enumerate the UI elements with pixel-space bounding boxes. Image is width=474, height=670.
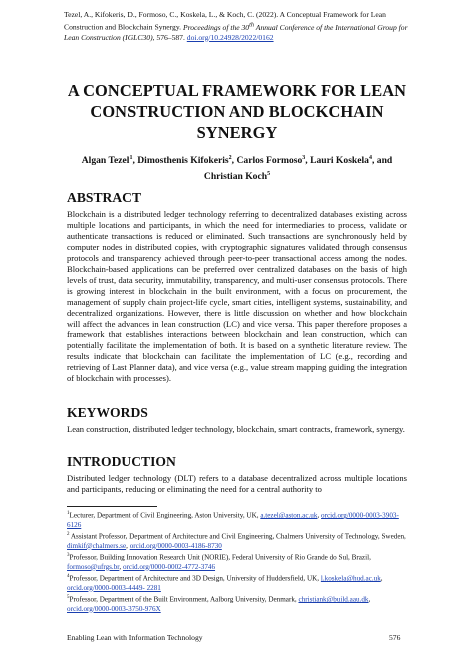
keywords-text: Lean construction, distributed ledger technology, blockchain, smart contracts, framework, synergy. [67,424,405,434]
keywords-heading: KEYWORDS [67,405,148,420]
abstract-text: Blockchain is a distributed ledger technology referring to decentralized databases existing across multiple locations and participants, in which the need for intermediaries to process, validate or authenticate transactions is reduced or eliminated. Such transactions are synchronously held by computer nodes in distributed copies, with cryptographic signatures validated through consensus protocols and transparency achieved through peer-to-peer transactional access among the nodes. Blockchain-based applications can be preferred over centralized databases on the basis of high levels of trust, data security, immutability, transparency, and multi-user consensus protocols. There is growing interest in blockchain in the built environment, with a focus on procurement, the management of supply chain project-life cycle, smart cities, intelligent systems, sustainability, and decentralized organizations. However, there is little discussion on whether and how blockchain will affect the advances in lean construction (LC) and vice versa. This paper therefore proposes a framework that establishes interactions between blockchain and lean construction, which can potentially facilitate the implementation of both. It is based on a synthetic literature review. The results indicate that blockchain can facilitate the implementation of LC (e.g., recording and retrieving of Last Planner data), and vice versa (e.g., value stream mapping guiding the integration of blockchain with processes). [67,209,407,384]
author-name: Lauri Koskela [310,155,369,167]
citation-header [64,10,412,43]
footnote-5: $^5$Professor, Department of the Built Environment, Aalborg University, Denmark, christiank@build.aau.dk, orcid.org/0000-0003-3750-976X [67,594,371,613]
email-link[interactable]: a.tezel@aston.ac.uk [260,511,318,520]
orcid-link[interactable]: orcid.org/0000-0002-4772-3746 [122,562,216,571]
author-list: Algan Tezel$^1$, Dimosthenis Kifokeris$^2$, Carlos Formoso$^3$, Lauri Koskela$^4$, and Christian Koch$^5$ [81,155,393,182]
footer-series-title: Enabling Lean with Information Technology [67,633,203,642]
email-link[interactable]: formoso@ufrgs.br [67,562,120,571]
abstract-heading: ABSTRACT [67,190,142,205]
email-link[interactable]: dimkif@chalmers.se [67,541,127,550]
page-number: 576 [389,633,401,642]
citation-proceedings: Proceedings of the 30th Annual Conference of the International Group for Lean Construction (IGLC30), [64,21,408,42]
footnote-divider [67,506,157,507]
footnotes [67,509,407,614]
email-link[interactable]: l.koskela@hud.ac.uk [320,574,381,583]
orcid-link[interactable]: orcid.org/0000-0003-4449- 2281 [67,583,161,592]
citation-pages: 576–587. [154,32,187,42]
orcid-link[interactable]: orcid.org/0000-0003-3903-6126 [67,511,399,529]
author-name: Algan Tezel [81,155,130,167]
footnote-1: $^1$Lecturer, Department of Civil Engineering, Aston University, UK, a.tezel@aston.ac.uk, orcid.org/0000-0003-3903-6126 [67,511,399,529]
doi-link[interactable]: doi.org/10.24928/2022/0162 [186,32,274,42]
orcid-link[interactable]: orcid.org/0000-0003-4186-8730 [129,541,222,550]
introduction-heading: INTRODUCTION [67,454,176,469]
orcid-link[interactable]: orcid.org/0000-0003-3750-976X [67,604,161,613]
email-link[interactable]: christiank@build.aau.dk [298,595,369,604]
footnote-4: $^4$Professor, Department of Architecture and 3D Design, University of Huddersfield, UK, l.koskela@hud.ac.uk, orcid.org/0000-0003-4449- 2281 [67,573,383,592]
author-name: Dimosthenis Kifokeris [137,155,229,167]
footnote-2: $^2$ Assistant Professor, Department of Architecture and Civil Engineering, Chalmers University of Technology, Sweden, dimkif@chalmers.se, orcid.org/0000-0003-4186-8730 [67,531,406,550]
author-name: Carlos Formoso [236,155,303,167]
author-name: Christian Koch [203,170,268,182]
footnote-3: $^3$Professor, Building Innovation Research Unit (NORIE), Federal University of Rio Grande do Sul, Brazil, formoso@ufrgs.br, orcid.org/0000-0002-4772-3746 [67,552,371,571]
paper-title: A CONCEPTUAL FRAMEWORK FOR LEAN CONSTRUCTION AND BLOCKCHAIN SYNERGY [67,81,407,142]
introduction-text: Distributed ledger technology (DLT) refers to a database decentralized across multiple locations and participants, reducing or eliminating the need for a central authority to [67,473,407,494]
citation-text: Tezel, A., Kifokeris, D., Formoso, C., Koskela, L., & Koch, C. (2022). A Conceptual Framework for Lean Construction and Blockchain Synergy. [64,10,386,32]
